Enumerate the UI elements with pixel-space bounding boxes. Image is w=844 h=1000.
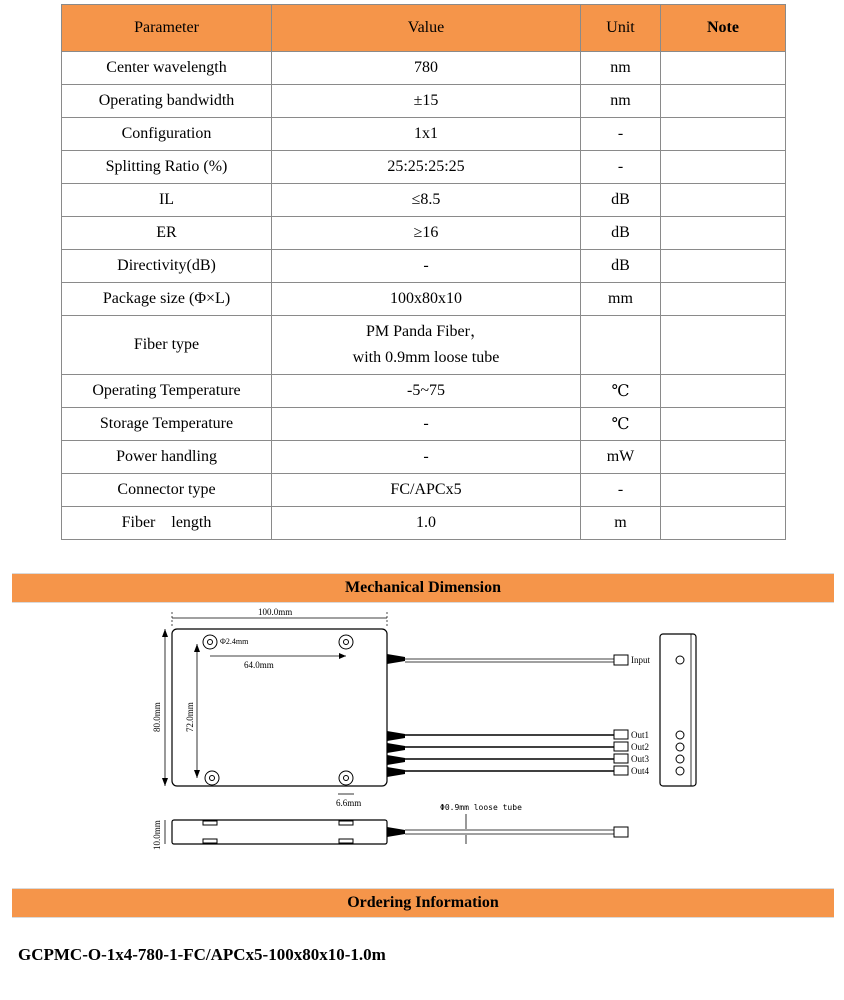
cell-note [661, 507, 786, 540]
cell-unit: nm [581, 85, 661, 118]
cell-note [661, 217, 786, 250]
header-note: Note [661, 5, 786, 52]
side-slot [203, 839, 217, 843]
cell-note [661, 408, 786, 441]
cell-parameter: Package size (Φ×L) [62, 283, 272, 316]
table-row [62, 283, 786, 316]
cell-parameter: Storage Temperature [62, 408, 272, 441]
cell-note [661, 375, 786, 408]
table-row [62, 408, 786, 441]
side-slot [339, 839, 353, 843]
cell-value: 1.0 [272, 507, 581, 540]
header-unit: Unit [581, 5, 661, 52]
side-slot [339, 821, 353, 825]
cell-unit: ℃ [581, 375, 661, 408]
fiber-boot [387, 755, 405, 765]
mount-hole-icon [344, 776, 349, 781]
arrow-icon [194, 770, 200, 778]
ordering-code: GCPMC-O-1x4-780-1-FC/APCx5-100x80x10-1.0m [18, 945, 386, 964]
table-row [62, 474, 786, 507]
mount-hole-icon [339, 635, 353, 649]
table-row [62, 507, 786, 540]
mechanical-dimension-banner: Mechanical Dimension [12, 573, 834, 603]
mount-hole-icon [205, 771, 219, 785]
cell-value: - [272, 441, 581, 474]
cell-unit: dB [581, 184, 661, 217]
cell-unit: dB [581, 217, 661, 250]
cell-parameter: Operating bandwidth [62, 85, 272, 118]
label-out3: Out3 [631, 754, 649, 764]
fiber-boot [387, 767, 405, 777]
cell-unit: ℃ [581, 408, 661, 441]
cell-parameter: Connector type [62, 474, 272, 507]
dim-hole-label: Φ2.4mm [220, 637, 249, 646]
arrow-icon [162, 629, 168, 637]
port-icon [676, 755, 684, 763]
cell-unit: - [581, 118, 661, 151]
cell-parameter: Fiber type [62, 316, 272, 375]
connector-input-icon [614, 655, 628, 665]
mount-hole-icon [208, 640, 213, 645]
cell-note [661, 85, 786, 118]
cell-value: - [272, 408, 581, 441]
cell-note [661, 250, 786, 283]
label-out1: Out1 [631, 730, 649, 740]
cell-note [661, 474, 786, 507]
label-out2: Out2 [631, 742, 649, 752]
connector-out1-icon [614, 730, 628, 739]
arrow-icon [339, 653, 346, 659]
cell-unit: m [581, 507, 661, 540]
cell-parameter: Operating Temperature [62, 375, 272, 408]
connector-side-icon [614, 827, 628, 837]
cell-unit: dB [581, 250, 661, 283]
ordering-information-banner: Ordering Information [12, 888, 834, 918]
cell-value: 100x80x10 [272, 283, 581, 316]
arrow-icon [162, 778, 168, 786]
cell-value: - [272, 250, 581, 283]
spec-table [61, 4, 786, 540]
dim-offset-label: 6.6mm [336, 798, 362, 808]
cell-note [661, 316, 786, 375]
table-row [62, 217, 786, 250]
port-icon [676, 767, 684, 775]
fiber-boot [387, 827, 405, 837]
header-parameter: Parameter [62, 5, 272, 52]
mount-hole-icon [339, 771, 353, 785]
cell-note [661, 52, 786, 85]
table-header-row [62, 5, 786, 52]
cell-value [272, 316, 581, 375]
cell-note [661, 118, 786, 151]
cell-parameter: Power handling [62, 441, 272, 474]
table-row [62, 118, 786, 151]
cell-value: 25:25:25:25 [272, 151, 581, 184]
cell-value: 1x1 [272, 118, 581, 151]
dim-height-total-label: 80.0mm [152, 702, 162, 732]
cell-note [661, 151, 786, 184]
side-slot [203, 821, 217, 825]
fiber-boot [387, 731, 405, 741]
tube-label: Φ0.9mm loose tube [440, 803, 522, 812]
cell-value-line1: PM Panda Fiber， [365, 323, 486, 340]
cell-value-line2: with 0.9mm loose tube [352, 349, 500, 366]
arrow-icon [194, 644, 200, 652]
mechanical-drawing [140, 604, 720, 854]
cell-parameter: IL [62, 184, 272, 217]
dim-spacing-label: 64.0mm [244, 660, 274, 670]
cell-unit: - [581, 474, 661, 507]
cell-note [661, 283, 786, 316]
cell-unit: mm [581, 283, 661, 316]
connector-out3-icon [614, 754, 628, 763]
mount-hole-icon [203, 635, 217, 649]
cell-value: FC/APCx5 [272, 474, 581, 507]
connector-out2-icon [614, 742, 628, 751]
cell-note [661, 441, 786, 474]
cell-unit: nm [581, 52, 661, 85]
connector-out4-icon [614, 766, 628, 775]
cell-parameter: Fiber length [62, 507, 272, 540]
cell-parameter: Configuration [62, 118, 272, 151]
table-row [62, 52, 786, 85]
port-icon [676, 731, 684, 739]
cell-value: 780 [272, 52, 581, 85]
table-row [62, 316, 786, 375]
cell-value: -5~75 [272, 375, 581, 408]
dim-thickness-label: 10.0mm [152, 820, 162, 850]
table-row [62, 441, 786, 474]
fiber-boot [387, 654, 405, 664]
port-icon [676, 656, 684, 664]
cell-value: ±15 [272, 85, 581, 118]
table-row [62, 375, 786, 408]
table-row [62, 184, 786, 217]
dim-height-inner-label: 72.0mm [185, 702, 195, 732]
cell-unit: - [581, 151, 661, 184]
mount-hole-icon [344, 640, 349, 645]
cell-parameter: Splitting Ratio (%) [62, 151, 272, 184]
cell-parameter: Directivity(dB) [62, 250, 272, 283]
label-input: Input [631, 655, 650, 665]
cell-unit: mW [581, 441, 661, 474]
mount-hole-icon [210, 776, 215, 781]
label-out4: Out4 [631, 766, 649, 776]
cell-value: ≥16 [272, 217, 581, 250]
table-row [62, 85, 786, 118]
cell-parameter: ER [62, 217, 272, 250]
header-value: Value [272, 5, 581, 52]
table-row [62, 250, 786, 283]
cell-parameter: Center wavelength [62, 52, 272, 85]
port-icon [676, 743, 684, 751]
cell-value: ≤8.5 [272, 184, 581, 217]
cell-unit [581, 316, 661, 375]
cell-note [661, 184, 786, 217]
dim-width-label: 100.0mm [258, 607, 293, 617]
table-row [62, 151, 786, 184]
fiber-boot [387, 743, 405, 753]
module-body-side [172, 820, 387, 844]
module-body-top [172, 629, 387, 786]
